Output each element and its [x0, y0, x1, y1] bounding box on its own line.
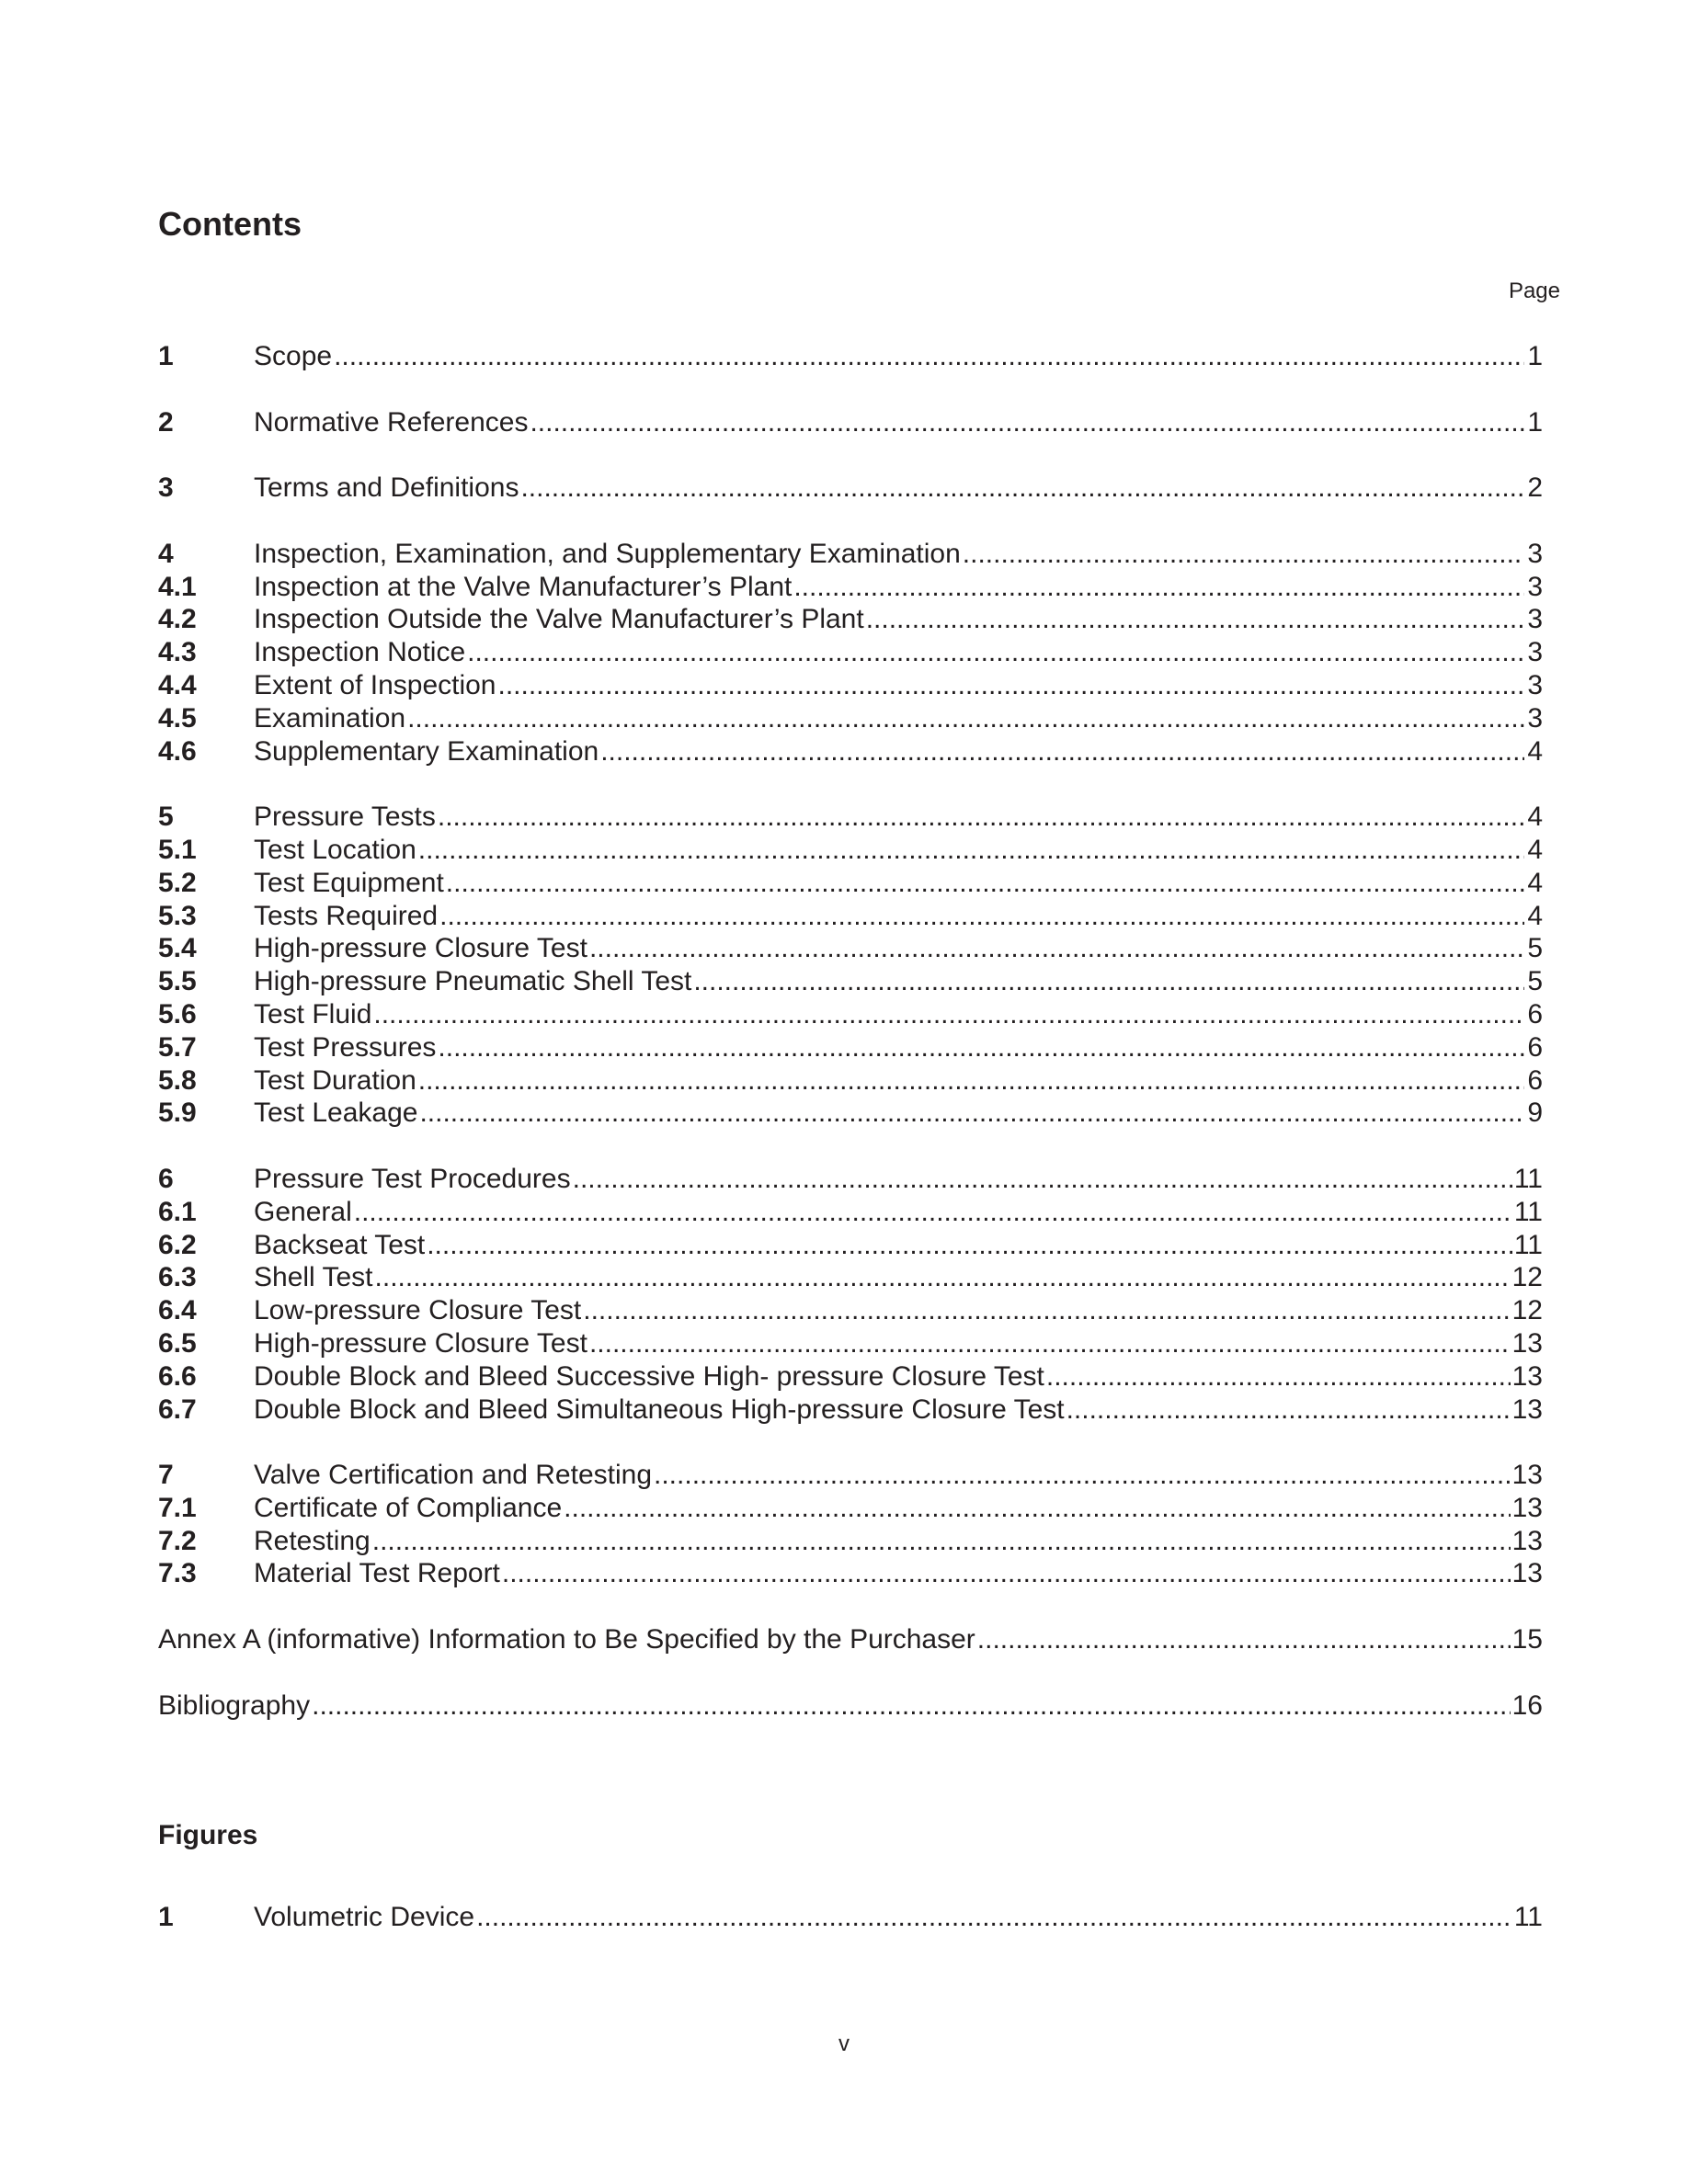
dot-leader: [502, 1557, 1511, 1590]
toc-entry[interactable]: [158, 1163, 1543, 1196]
toc-entry-page: 4: [1527, 735, 1543, 767]
toc-entry-number: 3: [158, 472, 174, 504]
toc-entry-number: 5.4: [158, 933, 197, 964]
toc-entry-page: 3: [1527, 637, 1543, 668]
toc-entry-title: General: [254, 1196, 352, 1227]
toc-entry-page: 5: [1527, 933, 1543, 964]
dot-leader: [418, 1064, 1524, 1098]
dot-leader: [498, 669, 1525, 702]
toc-entry-number: 5.7: [158, 1031, 197, 1063]
toc-section-group: [158, 801, 1543, 1130]
toc-entry-page: 4: [1527, 900, 1543, 931]
page-column-label: Page: [1508, 279, 1560, 303]
toc-entry[interactable]: [158, 636, 1543, 669]
toc-entry-page: 13: [1511, 1492, 1543, 1523]
toc-entry-title: Backseat Test: [254, 1229, 426, 1260]
toc-entry-title: Double Block and Bleed Simultaneous High-pressure Closure Test: [254, 1393, 1065, 1425]
dot-leader: [438, 801, 1524, 834]
toc-entry-number: 7.3: [158, 1558, 197, 1589]
dot-leader: [573, 1163, 1512, 1196]
dot-leader: [407, 702, 1524, 735]
dot-leader: [1046, 1360, 1511, 1393]
dot-leader: [476, 1901, 1512, 1934]
toc-entry[interactable]: [158, 538, 1543, 571]
toc-entry-title: Test Pressures: [254, 1031, 437, 1063]
toc-entry[interactable]: [158, 571, 1543, 604]
footer-page-number: v: [838, 2031, 850, 2056]
toc-entry-title: Inspection Outside the Valve Manufacturer’s Plant: [254, 604, 864, 635]
toc-entry-title: Normative References: [254, 406, 529, 438]
dot-leader: [438, 1031, 1524, 1064]
toc-entry[interactable]: [158, 1393, 1543, 1427]
page-title: Contents: [158, 205, 302, 243]
toc-entry-page: 6: [1527, 998, 1543, 1029]
toc-entry[interactable]: [158, 1525, 1543, 1558]
toc-entry-page: 11: [1513, 1196, 1543, 1227]
toc-entry[interactable]: [158, 965, 1543, 998]
toc-entry-number: 6.6: [158, 1360, 197, 1392]
dot-leader: [866, 603, 1524, 636]
dot-leader: [354, 1196, 1512, 1229]
toc-entry[interactable]: [158, 1901, 1543, 1934]
figures-heading: Figures: [158, 1820, 258, 1850]
toc-entry-page: 6: [1527, 1031, 1543, 1063]
toc-entry-page: 13: [1511, 1393, 1543, 1425]
toc-entry[interactable]: [158, 900, 1543, 933]
toc-entry-page: 3: [1527, 538, 1543, 569]
toc-entry[interactable]: [158, 669, 1543, 702]
toc-entry[interactable]: [158, 834, 1543, 867]
toc-entry-title: Test Leakage: [254, 1098, 418, 1129]
toc-entry-title: Pressure Tests: [254, 802, 436, 833]
dot-leader: [793, 571, 1524, 604]
toc-entry[interactable]: [158, 472, 1543, 505]
toc-entry[interactable]: [158, 1459, 1543, 1492]
toc-entry[interactable]: [158, 1196, 1543, 1229]
toc-entry-number: 6.7: [158, 1393, 197, 1425]
toc-entry-title: Test Location: [254, 834, 416, 865]
toc-entry[interactable]: [158, 1261, 1543, 1294]
toc-entry-number: 4.5: [158, 702, 197, 734]
toc-entry-number: 7.2: [158, 1525, 197, 1556]
toc-entry-page: 1: [1527, 406, 1543, 438]
dot-leader: [589, 1327, 1511, 1360]
toc-entry-page: 3: [1527, 571, 1543, 602]
toc-entry-title: Material Test Report: [254, 1558, 500, 1589]
dot-leader: [564, 1492, 1510, 1525]
toc-entry-number: 5.5: [158, 966, 197, 997]
toc-entry-title: High-pressure Closure Test: [254, 933, 587, 964]
toc-entry[interactable]: [158, 1294, 1543, 1327]
toc-entry-page: 15: [1511, 1624, 1543, 1655]
toc-entry-number: 5.6: [158, 998, 197, 1029]
toc-entry-number: 4.2: [158, 604, 197, 635]
toc-entry-page: 9: [1527, 1098, 1543, 1129]
toc-entry-title: Bibliography: [158, 1689, 311, 1721]
toc-entry-page: 16: [1511, 1689, 1543, 1721]
dot-leader: [373, 998, 1524, 1031]
dot-leader: [600, 735, 1524, 768]
dot-leader: [418, 834, 1524, 867]
toc-entry-number: 6.4: [158, 1295, 197, 1326]
toc-entry[interactable]: [158, 735, 1543, 768]
toc-section-group: [158, 1689, 1543, 1723]
toc-entry-number: 6: [158, 1163, 174, 1194]
toc-entry-page: 2: [1527, 472, 1543, 504]
toc-entry-number: 6.2: [158, 1229, 197, 1260]
toc-entry[interactable]: [158, 932, 1543, 965]
toc-entry-title: Tests Required: [254, 900, 439, 931]
toc-entry-number: 5.3: [158, 900, 197, 931]
toc-entry-title: Test Equipment: [254, 867, 444, 898]
toc-entry-title: Test Fluid: [254, 998, 372, 1029]
toc-entry-page: 1: [1527, 341, 1543, 371]
toc-entry-number: 4.4: [158, 669, 197, 700]
toc-entry-title: High-pressure Pneumatic Shell Test: [254, 966, 692, 997]
toc-section-group: [158, 406, 1543, 439]
toc-entry-number: 1: [158, 341, 174, 371]
toc-entry-page: 12: [1511, 1295, 1543, 1326]
toc-section-group: [158, 538, 1543, 768]
toc-entry[interactable]: [158, 1229, 1543, 1262]
toc-entry-title: Inspection Notice: [254, 637, 466, 668]
toc-entry[interactable]: [158, 702, 1543, 735]
toc-entry-title: Certificate of Compliance: [254, 1492, 563, 1523]
dot-leader: [520, 472, 1524, 505]
toc-entry-page: 5: [1527, 966, 1543, 997]
toc-entry-number: 5.1: [158, 834, 197, 865]
toc-section-group: [158, 1163, 1543, 1426]
toc-entry-title: Inspection, Examination, and Supplementary Examination: [254, 538, 961, 569]
toc-entry-page: 13: [1511, 1360, 1543, 1392]
toc-entry-number: 7.1: [158, 1492, 197, 1523]
toc-entry[interactable]: [158, 1557, 1543, 1590]
dot-leader: [467, 636, 1524, 669]
toc-entry-page: 3: [1527, 702, 1543, 734]
dot-leader: [375, 1261, 1511, 1294]
dot-leader: [427, 1229, 1512, 1262]
toc-entry-title: Annex A (informative) Information to Be Specified by the Purchaser: [158, 1624, 975, 1655]
toc-entry-title: Retesting: [254, 1525, 371, 1556]
toc-entry-page: 13: [1511, 1327, 1543, 1359]
toc-entry[interactable]: [158, 867, 1543, 900]
toc-entry[interactable]: [158, 1360, 1543, 1393]
toc-entry[interactable]: [158, 1623, 1543, 1656]
dot-leader: [530, 406, 1524, 439]
toc-entry-page: 12: [1511, 1262, 1543, 1293]
dot-leader: [446, 867, 1524, 900]
toc-entry-number: 5.8: [158, 1064, 197, 1096]
toc-entry-page: 11: [1513, 1229, 1543, 1260]
toc-entry-number: 4.6: [158, 735, 197, 767]
toc-entry-number: 5.2: [158, 867, 197, 898]
toc-section-group: [158, 1623, 1543, 1656]
toc-entry-title: Pressure Test Procedures: [254, 1163, 571, 1194]
toc-entry[interactable]: [158, 1097, 1543, 1130]
toc-entry-number: 4.1: [158, 571, 197, 602]
toc-entry-number: 6.5: [158, 1327, 197, 1359]
dot-leader: [963, 538, 1524, 571]
toc-entry-number: 1: [158, 1902, 174, 1932]
toc-entry-page: 13: [1511, 1558, 1543, 1589]
toc-entry-page: 11: [1513, 1902, 1543, 1932]
toc-section-group: [158, 1459, 1543, 1590]
dot-leader: [654, 1459, 1511, 1492]
toc-entry-title: Examination: [254, 702, 406, 734]
toc-entry-title: Double Block and Bleed Successive High- pressure Closure Test: [254, 1360, 1044, 1392]
toc-section-group: [158, 472, 1543, 505]
toc-entry-number: 6.3: [158, 1262, 197, 1293]
toc-entry-number: 2: [158, 406, 174, 438]
toc-entry-title: Volumetric Device: [254, 1902, 475, 1932]
toc-entry-title: Shell Test: [254, 1262, 373, 1293]
toc-entry[interactable]: [158, 340, 1543, 373]
dot-leader: [1066, 1393, 1511, 1427]
toc-entry[interactable]: [158, 1327, 1543, 1360]
toc-entry[interactable]: [158, 998, 1543, 1031]
toc-entry[interactable]: [158, 1492, 1543, 1525]
toc-entry-title: Terms and Definitions: [254, 472, 519, 504]
toc-entry-title: Extent of Inspection: [254, 669, 496, 700]
toc-entry-page: 6: [1527, 1064, 1543, 1096]
dot-leader: [419, 1097, 1524, 1130]
toc-entry-page: 13: [1511, 1525, 1543, 1556]
toc-entry-number: 5: [158, 802, 174, 833]
toc-entry-title: Valve Certification and Retesting: [254, 1460, 653, 1491]
dot-leader: [312, 1689, 1511, 1723]
toc-entry-page: 4: [1527, 867, 1543, 898]
toc-entry[interactable]: [158, 603, 1543, 636]
toc-entry[interactable]: [158, 1031, 1543, 1064]
toc-entry-number: 7: [158, 1460, 174, 1491]
toc-entry-title: Supplementary Examination: [254, 735, 599, 767]
toc-entry-page: 3: [1527, 669, 1543, 700]
toc-entry-title: Scope: [254, 341, 333, 371]
toc-section-group: [158, 340, 1543, 373]
dot-leader: [372, 1525, 1511, 1558]
toc-entry-page: 4: [1527, 834, 1543, 865]
toc-entry[interactable]: [158, 406, 1543, 439]
toc-entry-number: 4.3: [158, 637, 197, 668]
dot-leader: [977, 1623, 1511, 1656]
list-of-figures: [158, 1901, 1543, 1934]
toc-entry-title: Low-pressure Closure Test: [254, 1295, 582, 1326]
dot-leader: [589, 932, 1524, 965]
toc-entry-page: 4: [1527, 802, 1543, 833]
dot-leader: [439, 900, 1524, 933]
dot-leader: [693, 965, 1524, 998]
toc-entry-number: 4: [158, 538, 174, 569]
toc-entry-title: High-pressure Closure Test: [254, 1327, 587, 1359]
toc-entry-page: 3: [1527, 604, 1543, 635]
toc-entry[interactable]: [158, 801, 1543, 834]
toc-entry-number: 6.1: [158, 1196, 197, 1227]
toc-entry-page: 11: [1513, 1163, 1543, 1194]
toc-entry[interactable]: [158, 1689, 1543, 1723]
toc-entry-title: Test Duration: [254, 1064, 416, 1096]
toc-entry-title: Inspection at the Valve Manufacturer’s Plant: [254, 571, 793, 602]
dot-leader: [583, 1294, 1510, 1327]
table-of-contents: [158, 340, 1543, 1755]
dot-leader: [334, 340, 1524, 373]
toc-entry-number: 5.9: [158, 1098, 197, 1129]
toc-entry-page: 13: [1511, 1460, 1543, 1491]
toc-entry[interactable]: [158, 1064, 1543, 1098]
